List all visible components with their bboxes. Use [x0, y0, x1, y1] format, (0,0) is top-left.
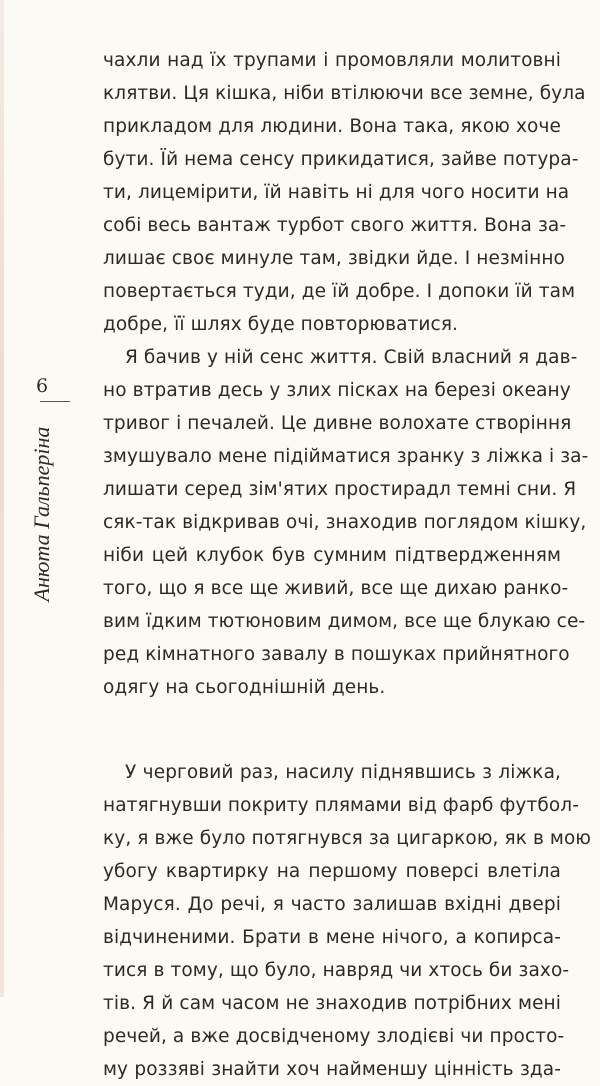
- page-edge: [0, 0, 4, 997]
- text-line: тів. Я й сам часом не знаходив потрібних мені: [103, 993, 561, 1014]
- text-line: У черговий раз, насилу піднявшись з ліжка,: [125, 762, 561, 783]
- text-line: Маруся. До речі, я часто залишав вхідні двері: [103, 894, 561, 915]
- text-line: тися в тому, що було, навряд чи хтось би захо-: [103, 960, 570, 981]
- paragraph: [103, 341, 589, 704]
- text-line: ред кімнатного завалу в пошуках прийнятного: [103, 644, 570, 665]
- text-line: лишає своє минуле там, звідки йде. І незмінно: [103, 248, 565, 269]
- text-line: ку, я вже було потягнувся за цигаркою, як в мою: [103, 828, 592, 849]
- text-line: бути. Їй нема сенсу прикидатися, зайве потура-: [103, 149, 579, 170]
- paragraph: [103, 44, 586, 341]
- text-line: добре, її шлях буде повторюватися.: [103, 314, 459, 335]
- text-line: ти, лицемірити, їй навіть ні для чого носити на: [103, 182, 570, 203]
- text-line: ніби цей клубок був сумним підтвердженням: [103, 545, 561, 566]
- text-line: но втратив десь у злих пісках на березі океану: [103, 380, 571, 401]
- text-line: клятви. Ця кішка, ніби втілюючи все земне, була: [103, 83, 586, 104]
- text-line: відчиненими. Брати в мене нічого, а копирса-: [103, 927, 561, 948]
- page-number: 6: [35, 375, 49, 397]
- text-line: убогу квартирку на першому поверсі влетіла: [103, 861, 561, 882]
- body-text: [103, 44, 592, 1086]
- header-rule: [40, 401, 70, 402]
- text-line: вим їдким тютюновим димом, все ще блукаю се-: [103, 611, 586, 632]
- section-break: [103, 704, 561, 756]
- text-line: натягнувши покриту плямами від фарб футбол-: [103, 795, 579, 816]
- running-head-author: Анюта Гальперіна: [29, 426, 54, 602]
- paragraph: [103, 756, 592, 1086]
- text-line: одягу на сьогоднішній день.: [103, 677, 386, 698]
- text-line: змушувало мене підійматися зранку з ліжка і за-: [103, 446, 589, 467]
- text-line: тривог і печалей. Це дивне волохате створіння: [103, 413, 572, 434]
- text-line: повертається туди, де їй добре. І допоки їй там: [103, 281, 576, 302]
- text-line: му роззяві знайти хоч найменшу цінність зда-: [103, 1059, 561, 1080]
- text-line: чахли над їх трупами і промовляли молитовні: [103, 50, 561, 71]
- text-line: лишати серед зім'ятих простирадл темні сни. Я: [103, 479, 577, 500]
- text-line: прикладом для людини. Вона така, якою хоче: [103, 116, 561, 137]
- text-line: собі весь вантаж турбот свого життя. Вона за-: [103, 215, 567, 236]
- text-line: Я бачив у ній сенс життя. Свій власний я дав-: [125, 347, 578, 368]
- text-line: того, що я все ще живий, все ще дихаю ранко-: [103, 578, 569, 599]
- text-line: сяк-так відкривав очі, знаходив поглядом кішку,: [103, 512, 587, 533]
- text-line: речей, а вже досвідченому злодієві чи просто-: [103, 1026, 565, 1047]
